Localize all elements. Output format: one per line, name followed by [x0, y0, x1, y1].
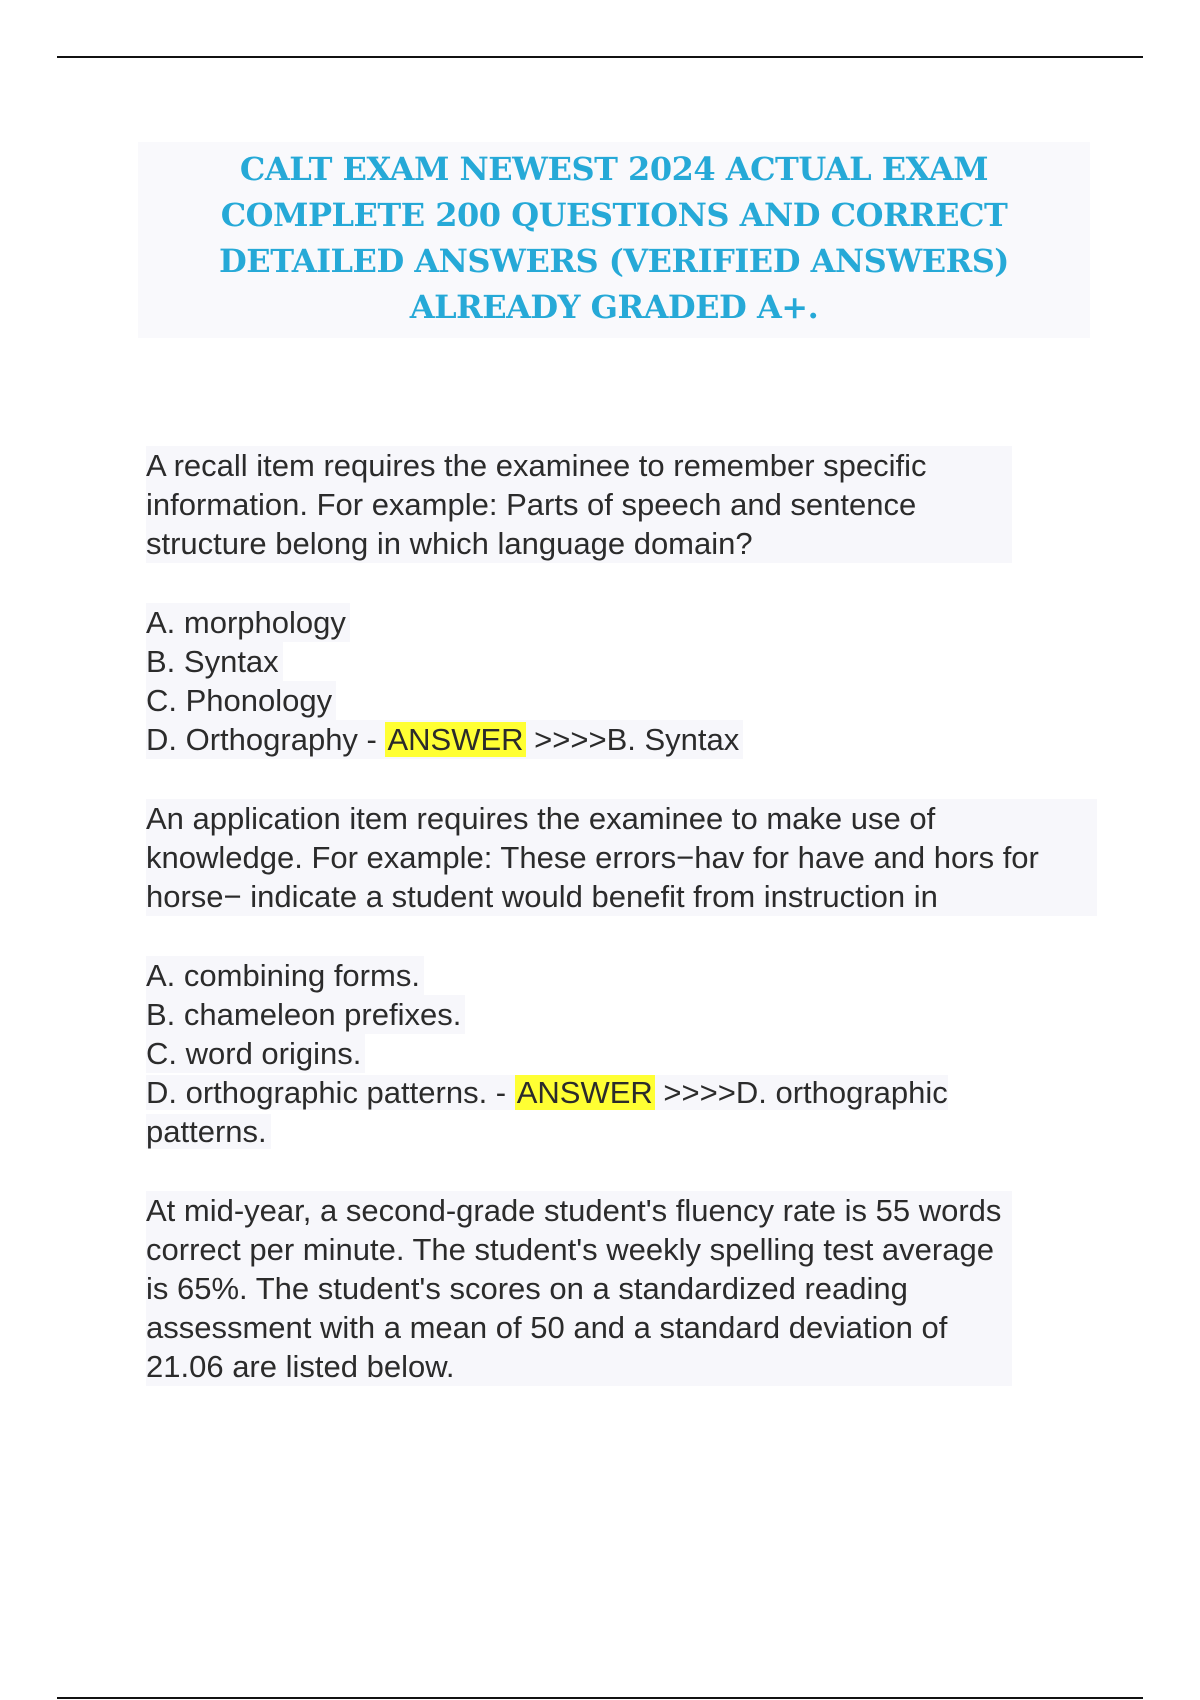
- question-1-stem: A recall item requires the examinee to remember specific information. For example: Parts of speech and sentence structure belong in which language domain?: [146, 446, 1012, 563]
- question-1-stem-container: [146, 446, 1096, 563]
- question-2-option-c: C. word origins.: [146, 1034, 365, 1073]
- question-1-option-b: B. Syntax: [146, 642, 283, 681]
- answer-highlight: ANSWER: [387, 722, 524, 757]
- question-1-options: [146, 603, 1096, 759]
- question-2-option-b: B. chameleon prefixes.: [146, 995, 465, 1034]
- question-1-option-a: A. morphology: [146, 603, 350, 642]
- header-rule: [57, 56, 1143, 58]
- question-2-option-d-with-answer: [146, 1075, 948, 1149]
- question-1-answer: >>>>B. Syntax: [525, 722, 740, 757]
- answer-highlight: ANSWER: [516, 1075, 653, 1110]
- question-2-answer: >>>>D. orthographic patterns.: [146, 1075, 948, 1149]
- question-1-option-d: D. Orthography -: [146, 722, 386, 757]
- footer-rule: [57, 1697, 1143, 1699]
- question-2-stem: An application item requires the examinee to make use of knowledge. For example: These errors−hav for have and hors for horse− indicate a student would benefit from instruction in: [146, 799, 1097, 916]
- document-body: [146, 446, 1096, 1426]
- question-2-option-a: A. combining forms.: [146, 956, 424, 995]
- document-title: CALT EXAM NEWEST 2024 ACTUAL EXAM COMPLETE 200 QUESTIONS AND CORRECT DETAILED ANSWERS (VERIFIED ANSWERS) ALREADY GRADED A+.: [219, 150, 1009, 326]
- question-1-option-d-with-answer: [146, 720, 743, 759]
- question-2-option-d: D. orthographic patterns. -: [146, 1075, 515, 1110]
- question-2-options: [146, 956, 1096, 1151]
- question-3-stem-container: [146, 1191, 1096, 1386]
- question-2-stem-container: [146, 799, 1096, 916]
- question-1-option-c: C. Phonology: [146, 681, 336, 720]
- question-3-stem: At mid-year, a second-grade student's fluency rate is 55 words correct per minute. The student's weekly spelling test average is 65%. The student's scores on a standardized reading assessment with a mean of 50 and a standard deviation of 21.06 are listed below.: [146, 1191, 1012, 1386]
- title-block: [138, 142, 1090, 338]
